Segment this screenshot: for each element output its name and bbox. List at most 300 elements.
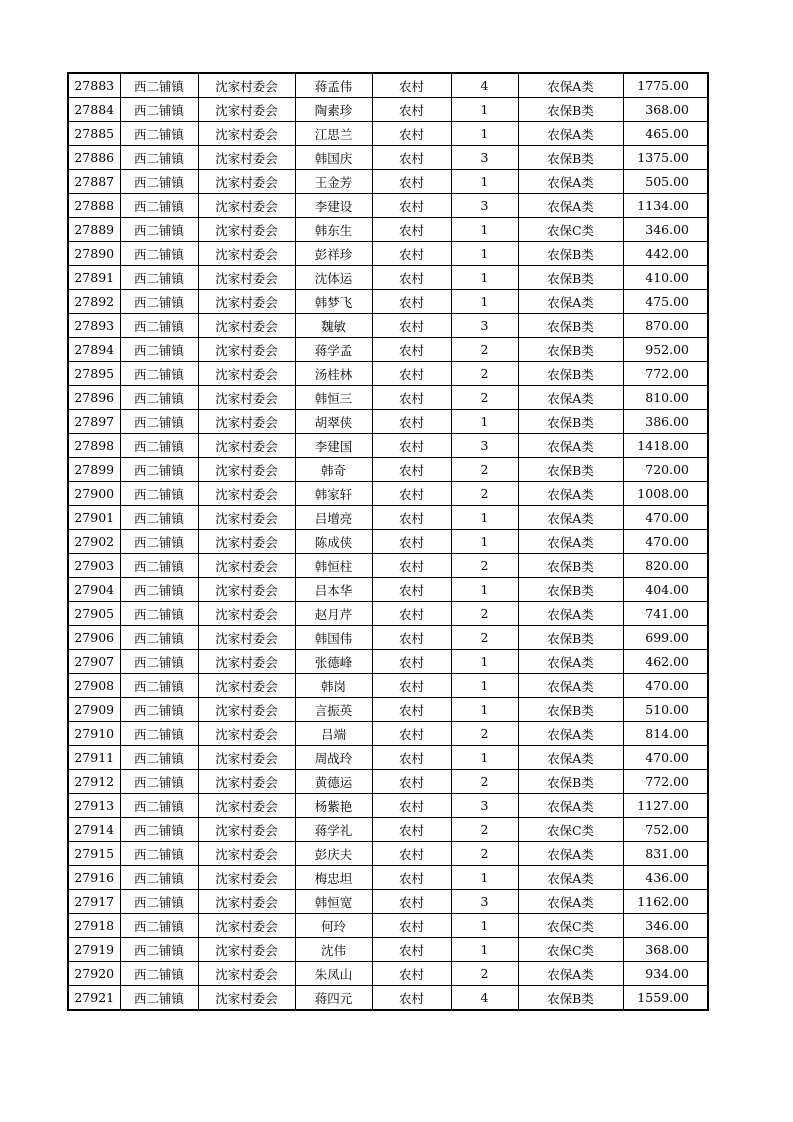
household-count-cell: 2 [451, 338, 518, 362]
name-cell: 王金芳 [295, 170, 372, 194]
name-cell: 沈体运 [295, 266, 372, 290]
area-type-cell: 农村 [372, 506, 451, 530]
area-type-cell: 农村 [372, 626, 451, 650]
household-count-cell: 1 [451, 122, 518, 146]
town-cell: 西二铺镇 [120, 146, 198, 170]
record-id-cell: 27914 [68, 818, 120, 842]
table-row [68, 650, 708, 674]
table-row [68, 266, 708, 290]
name-cell: 蒋四元 [295, 986, 372, 1011]
insurance-category-cell: 农保C类 [518, 914, 623, 938]
area-type-cell: 农村 [372, 914, 451, 938]
record-id-cell: 27889 [68, 218, 120, 242]
name-cell: 韩国伟 [295, 626, 372, 650]
amount-cell: 952.00 [623, 338, 708, 362]
amount-cell: 1127.00 [623, 794, 708, 818]
record-id-cell: 27891 [68, 266, 120, 290]
town-cell: 西二铺镇 [120, 794, 198, 818]
name-cell: 陶素珍 [295, 98, 372, 122]
town-cell: 西二铺镇 [120, 602, 198, 626]
town-cell: 西二铺镇 [120, 458, 198, 482]
name-cell: 黄德运 [295, 770, 372, 794]
village-cell: 沈家村委会 [198, 578, 295, 602]
household-count-cell: 2 [451, 458, 518, 482]
area-type-cell: 农村 [372, 770, 451, 794]
area-type-cell: 农村 [372, 314, 451, 338]
insurance-category-cell: 农保A类 [518, 746, 623, 770]
name-cell: 何玲 [295, 914, 372, 938]
amount-cell: 404.00 [623, 578, 708, 602]
household-count-cell: 2 [451, 362, 518, 386]
amount-cell: 465.00 [623, 122, 708, 146]
area-type-cell: 农村 [372, 266, 451, 290]
insurance-category-cell: 农保C类 [518, 218, 623, 242]
town-cell: 西二铺镇 [120, 818, 198, 842]
insurance-category-cell: 农保B类 [518, 98, 623, 122]
insurance-category-cell: 农保A类 [518, 434, 623, 458]
record-id-cell: 27910 [68, 722, 120, 746]
record-id-cell: 27905 [68, 602, 120, 626]
household-count-cell: 2 [451, 962, 518, 986]
name-cell: 蒋孟伟 [295, 73, 372, 98]
table-row [68, 482, 708, 506]
record-id-cell: 27901 [68, 506, 120, 530]
town-cell: 西二铺镇 [120, 626, 198, 650]
insurance-category-cell: 农保B类 [518, 578, 623, 602]
town-cell: 西二铺镇 [120, 554, 198, 578]
table-row [68, 770, 708, 794]
amount-cell: 410.00 [623, 266, 708, 290]
amount-cell: 814.00 [623, 722, 708, 746]
record-id-cell: 27888 [68, 194, 120, 218]
area-type-cell: 农村 [372, 218, 451, 242]
amount-cell: 346.00 [623, 914, 708, 938]
insurance-category-cell: 农保A类 [518, 73, 623, 98]
area-type-cell: 农村 [372, 986, 451, 1011]
village-cell: 沈家村委会 [198, 410, 295, 434]
amount-cell: 436.00 [623, 866, 708, 890]
household-count-cell: 3 [451, 434, 518, 458]
town-cell: 西二铺镇 [120, 986, 198, 1011]
village-cell: 沈家村委会 [198, 986, 295, 1011]
town-cell: 西二铺镇 [120, 98, 198, 122]
town-cell: 西二铺镇 [120, 842, 198, 866]
amount-cell: 470.00 [623, 506, 708, 530]
village-cell: 沈家村委会 [198, 218, 295, 242]
area-type-cell: 农村 [372, 938, 451, 962]
name-cell: 吕本华 [295, 578, 372, 602]
household-count-cell: 2 [451, 386, 518, 410]
area-type-cell: 农村 [372, 746, 451, 770]
record-id-cell: 27883 [68, 73, 120, 98]
village-cell: 沈家村委会 [198, 73, 295, 98]
insurance-category-cell: 农保B类 [518, 698, 623, 722]
insurance-category-cell: 农保B类 [518, 146, 623, 170]
name-cell: 彭祥珍 [295, 242, 372, 266]
table-row [68, 338, 708, 362]
area-type-cell: 农村 [372, 98, 451, 122]
amount-cell: 368.00 [623, 938, 708, 962]
insurance-category-cell: 农保B类 [518, 266, 623, 290]
record-id-cell: 27912 [68, 770, 120, 794]
household-count-cell: 2 [451, 842, 518, 866]
household-count-cell: 3 [451, 146, 518, 170]
town-cell: 西二铺镇 [120, 698, 198, 722]
record-id-cell: 27904 [68, 578, 120, 602]
town-cell: 西二铺镇 [120, 770, 198, 794]
household-count-cell: 2 [451, 770, 518, 794]
amount-cell: 470.00 [623, 674, 708, 698]
name-cell: 朱凤山 [295, 962, 372, 986]
table-row [68, 914, 708, 938]
name-cell: 张德峰 [295, 650, 372, 674]
insurance-category-cell: 农保B类 [518, 458, 623, 482]
amount-cell: 1162.00 [623, 890, 708, 914]
household-count-cell: 1 [451, 242, 518, 266]
town-cell: 西二铺镇 [120, 314, 198, 338]
amount-cell: 470.00 [623, 746, 708, 770]
record-id-cell: 27915 [68, 842, 120, 866]
table-row [68, 73, 708, 98]
village-cell: 沈家村委会 [198, 794, 295, 818]
amount-cell: 368.00 [623, 98, 708, 122]
insurance-category-cell: 农保A类 [518, 674, 623, 698]
area-type-cell: 农村 [372, 194, 451, 218]
record-id-cell: 27892 [68, 290, 120, 314]
name-cell: 汤桂林 [295, 362, 372, 386]
insurance-category-cell: 农保B类 [518, 554, 623, 578]
record-id-cell: 27909 [68, 698, 120, 722]
amount-cell: 1418.00 [623, 434, 708, 458]
table-row [68, 578, 708, 602]
area-type-cell: 农村 [372, 866, 451, 890]
town-cell: 西二铺镇 [120, 362, 198, 386]
area-type-cell: 农村 [372, 578, 451, 602]
village-cell: 沈家村委会 [198, 650, 295, 674]
village-cell: 沈家村委会 [198, 482, 295, 506]
village-cell: 沈家村委会 [198, 314, 295, 338]
table-row [68, 218, 708, 242]
area-type-cell: 农村 [372, 962, 451, 986]
insurance-category-cell: 农保A类 [518, 194, 623, 218]
village-cell: 沈家村委会 [198, 602, 295, 626]
insurance-category-cell: 农保C类 [518, 938, 623, 962]
town-cell: 西二铺镇 [120, 866, 198, 890]
table-row [68, 674, 708, 698]
amount-cell: 1559.00 [623, 986, 708, 1011]
town-cell: 西二铺镇 [120, 650, 198, 674]
area-type-cell: 农村 [372, 530, 451, 554]
area-type-cell: 农村 [372, 338, 451, 362]
amount-cell: 752.00 [623, 818, 708, 842]
insurance-category-cell: 农保A类 [518, 890, 623, 914]
town-cell: 西二铺镇 [120, 578, 198, 602]
table-row [68, 698, 708, 722]
amount-cell: 505.00 [623, 170, 708, 194]
amount-cell: 1775.00 [623, 73, 708, 98]
insurance-category-cell: 农保A类 [518, 962, 623, 986]
amount-cell: 831.00 [623, 842, 708, 866]
insurance-category-cell: 农保A类 [518, 722, 623, 746]
area-type-cell: 农村 [372, 434, 451, 458]
record-id-cell: 27907 [68, 650, 120, 674]
record-id-cell: 27899 [68, 458, 120, 482]
amount-cell: 820.00 [623, 554, 708, 578]
amount-cell: 772.00 [623, 770, 708, 794]
table-row [68, 554, 708, 578]
name-cell: 江思兰 [295, 122, 372, 146]
amount-cell: 1375.00 [623, 146, 708, 170]
area-type-cell: 农村 [372, 602, 451, 626]
insurance-category-cell: 农保A类 [518, 122, 623, 146]
insurance-category-cell: 农保A类 [518, 794, 623, 818]
household-count-cell: 1 [451, 506, 518, 530]
record-id-cell: 27911 [68, 746, 120, 770]
village-cell: 沈家村委会 [198, 698, 295, 722]
village-cell: 沈家村委会 [198, 506, 295, 530]
table-row [68, 626, 708, 650]
record-id-cell: 27917 [68, 890, 120, 914]
record-id-cell: 27893 [68, 314, 120, 338]
household-count-cell: 2 [451, 626, 518, 650]
town-cell: 西二铺镇 [120, 962, 198, 986]
village-cell: 沈家村委会 [198, 842, 295, 866]
village-cell: 沈家村委会 [198, 338, 295, 362]
town-cell: 西二铺镇 [120, 290, 198, 314]
village-cell: 沈家村委会 [198, 194, 295, 218]
amount-cell: 346.00 [623, 218, 708, 242]
record-id-cell: 27898 [68, 434, 120, 458]
insurance-category-cell: 农保B类 [518, 362, 623, 386]
household-count-cell: 2 [451, 482, 518, 506]
record-id-cell: 27900 [68, 482, 120, 506]
table-row [68, 866, 708, 890]
household-count-cell: 1 [451, 266, 518, 290]
village-cell: 沈家村委会 [198, 674, 295, 698]
village-cell: 沈家村委会 [198, 722, 295, 746]
name-cell: 胡翠侠 [295, 410, 372, 434]
amount-cell: 699.00 [623, 626, 708, 650]
record-id-cell: 27897 [68, 410, 120, 434]
household-count-cell: 1 [451, 674, 518, 698]
table-row [68, 386, 708, 410]
area-type-cell: 农村 [372, 890, 451, 914]
record-id-cell: 27895 [68, 362, 120, 386]
area-type-cell: 农村 [372, 674, 451, 698]
table-row [68, 986, 708, 1011]
area-type-cell: 农村 [372, 73, 451, 98]
table-row [68, 890, 708, 914]
area-type-cell: 农村 [372, 458, 451, 482]
table-row [68, 410, 708, 434]
village-cell: 沈家村委会 [198, 746, 295, 770]
town-cell: 西二铺镇 [120, 410, 198, 434]
insurance-category-cell: 农保A类 [518, 602, 623, 626]
amount-cell: 772.00 [623, 362, 708, 386]
household-count-cell: 2 [451, 602, 518, 626]
household-count-cell: 3 [451, 314, 518, 338]
area-type-cell: 农村 [372, 362, 451, 386]
name-cell: 韩恒宽 [295, 890, 372, 914]
record-id-cell: 27884 [68, 98, 120, 122]
town-cell: 西二铺镇 [120, 530, 198, 554]
name-cell: 吕端 [295, 722, 372, 746]
area-type-cell: 农村 [372, 722, 451, 746]
amount-cell: 462.00 [623, 650, 708, 674]
record-id-cell: 27890 [68, 242, 120, 266]
town-cell: 西二铺镇 [120, 434, 198, 458]
household-count-cell: 1 [451, 218, 518, 242]
village-cell: 沈家村委会 [198, 554, 295, 578]
village-cell: 沈家村委会 [198, 626, 295, 650]
area-type-cell: 农村 [372, 482, 451, 506]
table-row [68, 146, 708, 170]
amount-cell: 870.00 [623, 314, 708, 338]
record-id-cell: 27896 [68, 386, 120, 410]
village-cell: 沈家村委会 [198, 914, 295, 938]
household-count-cell: 3 [451, 794, 518, 818]
area-type-cell: 农村 [372, 242, 451, 266]
household-count-cell: 4 [451, 73, 518, 98]
insurance-category-cell: 农保A类 [518, 290, 623, 314]
amount-cell: 741.00 [623, 602, 708, 626]
name-cell: 李建国 [295, 434, 372, 458]
area-type-cell: 农村 [372, 410, 451, 434]
name-cell: 韩恒三 [295, 386, 372, 410]
insurance-category-cell: 农保B类 [518, 770, 623, 794]
name-cell: 周战玲 [295, 746, 372, 770]
household-count-cell: 3 [451, 890, 518, 914]
table-row [68, 938, 708, 962]
town-cell: 西二铺镇 [120, 242, 198, 266]
area-type-cell: 农村 [372, 146, 451, 170]
household-count-cell: 1 [451, 530, 518, 554]
insurance-category-cell: 农保B类 [518, 626, 623, 650]
village-cell: 沈家村委会 [198, 458, 295, 482]
town-cell: 西二铺镇 [120, 746, 198, 770]
area-type-cell: 农村 [372, 122, 451, 146]
village-cell: 沈家村委会 [198, 266, 295, 290]
record-id-cell: 27885 [68, 122, 120, 146]
record-id-cell: 27887 [68, 170, 120, 194]
table-row [68, 842, 708, 866]
town-cell: 西二铺镇 [120, 722, 198, 746]
name-cell: 蒋学礼 [295, 818, 372, 842]
name-cell: 言振英 [295, 698, 372, 722]
household-count-cell: 1 [451, 914, 518, 938]
name-cell: 梅忠坦 [295, 866, 372, 890]
household-count-cell: 1 [451, 98, 518, 122]
household-count-cell: 1 [451, 170, 518, 194]
insurance-category-cell: 农保A类 [518, 506, 623, 530]
name-cell: 李建设 [295, 194, 372, 218]
table-row [68, 434, 708, 458]
record-id-cell: 27902 [68, 530, 120, 554]
table-row [68, 362, 708, 386]
name-cell: 韩奇 [295, 458, 372, 482]
household-count-cell: 3 [451, 194, 518, 218]
household-count-cell: 2 [451, 818, 518, 842]
amount-cell: 934.00 [623, 962, 708, 986]
town-cell: 西二铺镇 [120, 890, 198, 914]
amount-cell: 475.00 [623, 290, 708, 314]
household-count-cell: 1 [451, 578, 518, 602]
record-id-cell: 27886 [68, 146, 120, 170]
table-row [68, 506, 708, 530]
amount-cell: 1008.00 [623, 482, 708, 506]
record-id-cell: 27908 [68, 674, 120, 698]
benefit-table [67, 72, 709, 1011]
insurance-category-cell: 农保B类 [518, 986, 623, 1011]
village-cell: 沈家村委会 [198, 866, 295, 890]
town-cell: 西二铺镇 [120, 218, 198, 242]
table-row [68, 242, 708, 266]
village-cell: 沈家村委会 [198, 938, 295, 962]
household-count-cell: 1 [451, 410, 518, 434]
village-cell: 沈家村委会 [198, 386, 295, 410]
table-row [68, 530, 708, 554]
name-cell: 韩梦飞 [295, 290, 372, 314]
household-count-cell: 4 [451, 986, 518, 1011]
area-type-cell: 农村 [372, 386, 451, 410]
area-type-cell: 农村 [372, 698, 451, 722]
table-body [68, 73, 708, 1010]
record-id-cell: 27903 [68, 554, 120, 578]
village-cell: 沈家村委会 [198, 962, 295, 986]
area-type-cell: 农村 [372, 818, 451, 842]
insurance-category-cell: 农保A类 [518, 170, 623, 194]
amount-cell: 810.00 [623, 386, 708, 410]
area-type-cell: 农村 [372, 842, 451, 866]
insurance-category-cell: 农保B类 [518, 338, 623, 362]
record-id-cell: 27894 [68, 338, 120, 362]
town-cell: 西二铺镇 [120, 386, 198, 410]
town-cell: 西二铺镇 [120, 338, 198, 362]
name-cell: 吕增亮 [295, 506, 372, 530]
insurance-category-cell: 农保B类 [518, 242, 623, 266]
table-row [68, 794, 708, 818]
insurance-category-cell: 农保A类 [518, 650, 623, 674]
town-cell: 西二铺镇 [120, 170, 198, 194]
table-row [68, 722, 708, 746]
name-cell: 彭庆夫 [295, 842, 372, 866]
town-cell: 西二铺镇 [120, 266, 198, 290]
record-id-cell: 27906 [68, 626, 120, 650]
village-cell: 沈家村委会 [198, 770, 295, 794]
name-cell: 韩恒柱 [295, 554, 372, 578]
town-cell: 西二铺镇 [120, 914, 198, 938]
table-row [68, 818, 708, 842]
town-cell: 西二铺镇 [120, 194, 198, 218]
village-cell: 沈家村委会 [198, 530, 295, 554]
record-id-cell: 27920 [68, 962, 120, 986]
area-type-cell: 农村 [372, 290, 451, 314]
name-cell: 韩国庆 [295, 146, 372, 170]
town-cell: 西二铺镇 [120, 506, 198, 530]
household-count-cell: 1 [451, 938, 518, 962]
household-count-cell: 1 [451, 746, 518, 770]
area-type-cell: 农村 [372, 650, 451, 674]
table-row [68, 98, 708, 122]
name-cell: 魏敏 [295, 314, 372, 338]
village-cell: 沈家村委会 [198, 434, 295, 458]
household-count-cell: 1 [451, 698, 518, 722]
amount-cell: 720.00 [623, 458, 708, 482]
record-id-cell: 27918 [68, 914, 120, 938]
amount-cell: 442.00 [623, 242, 708, 266]
name-cell: 蒋学孟 [295, 338, 372, 362]
name-cell: 韩岗 [295, 674, 372, 698]
